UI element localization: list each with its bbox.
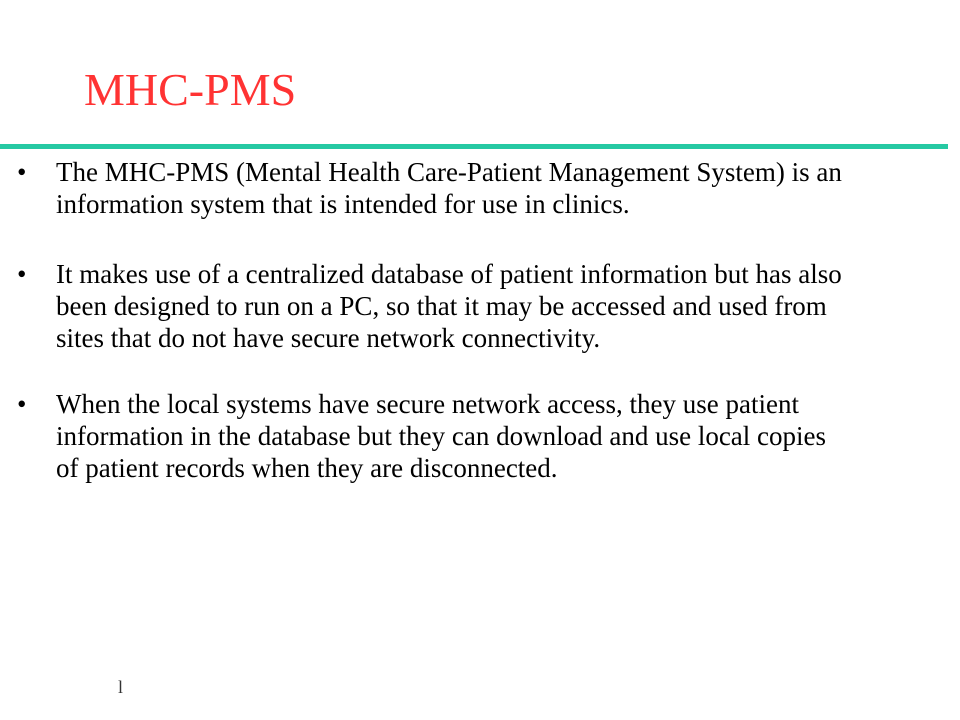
bullet-item: [0, 388, 846, 484]
slide-title: MHC-PMS: [84, 64, 297, 115]
bullet-item: [0, 156, 846, 220]
bullet-icon: •: [17, 259, 27, 289]
bullet-list: [0, 156, 960, 516]
title-divider: [0, 144, 948, 149]
bullet-text: When the local systems have secure network access, they use patient information in the database but they can download and use local copies of patient records when they are disconnected.: [56, 389, 827, 483]
bullet-item: [0, 258, 846, 354]
bullet-icon: •: [17, 157, 27, 187]
bullet-text: The MHC-PMS (Mental Health Care-Patient Management System) is an information system that is intended for use in clinics.: [56, 157, 842, 219]
bullet-icon: •: [17, 389, 27, 419]
footer-mark: l: [118, 677, 124, 697]
bullet-text: It makes use of a centralized database of patient information but has also been designed to run on a PC, so that it may be accessed and used from sites that do not have secure network connectivity.: [56, 259, 842, 353]
